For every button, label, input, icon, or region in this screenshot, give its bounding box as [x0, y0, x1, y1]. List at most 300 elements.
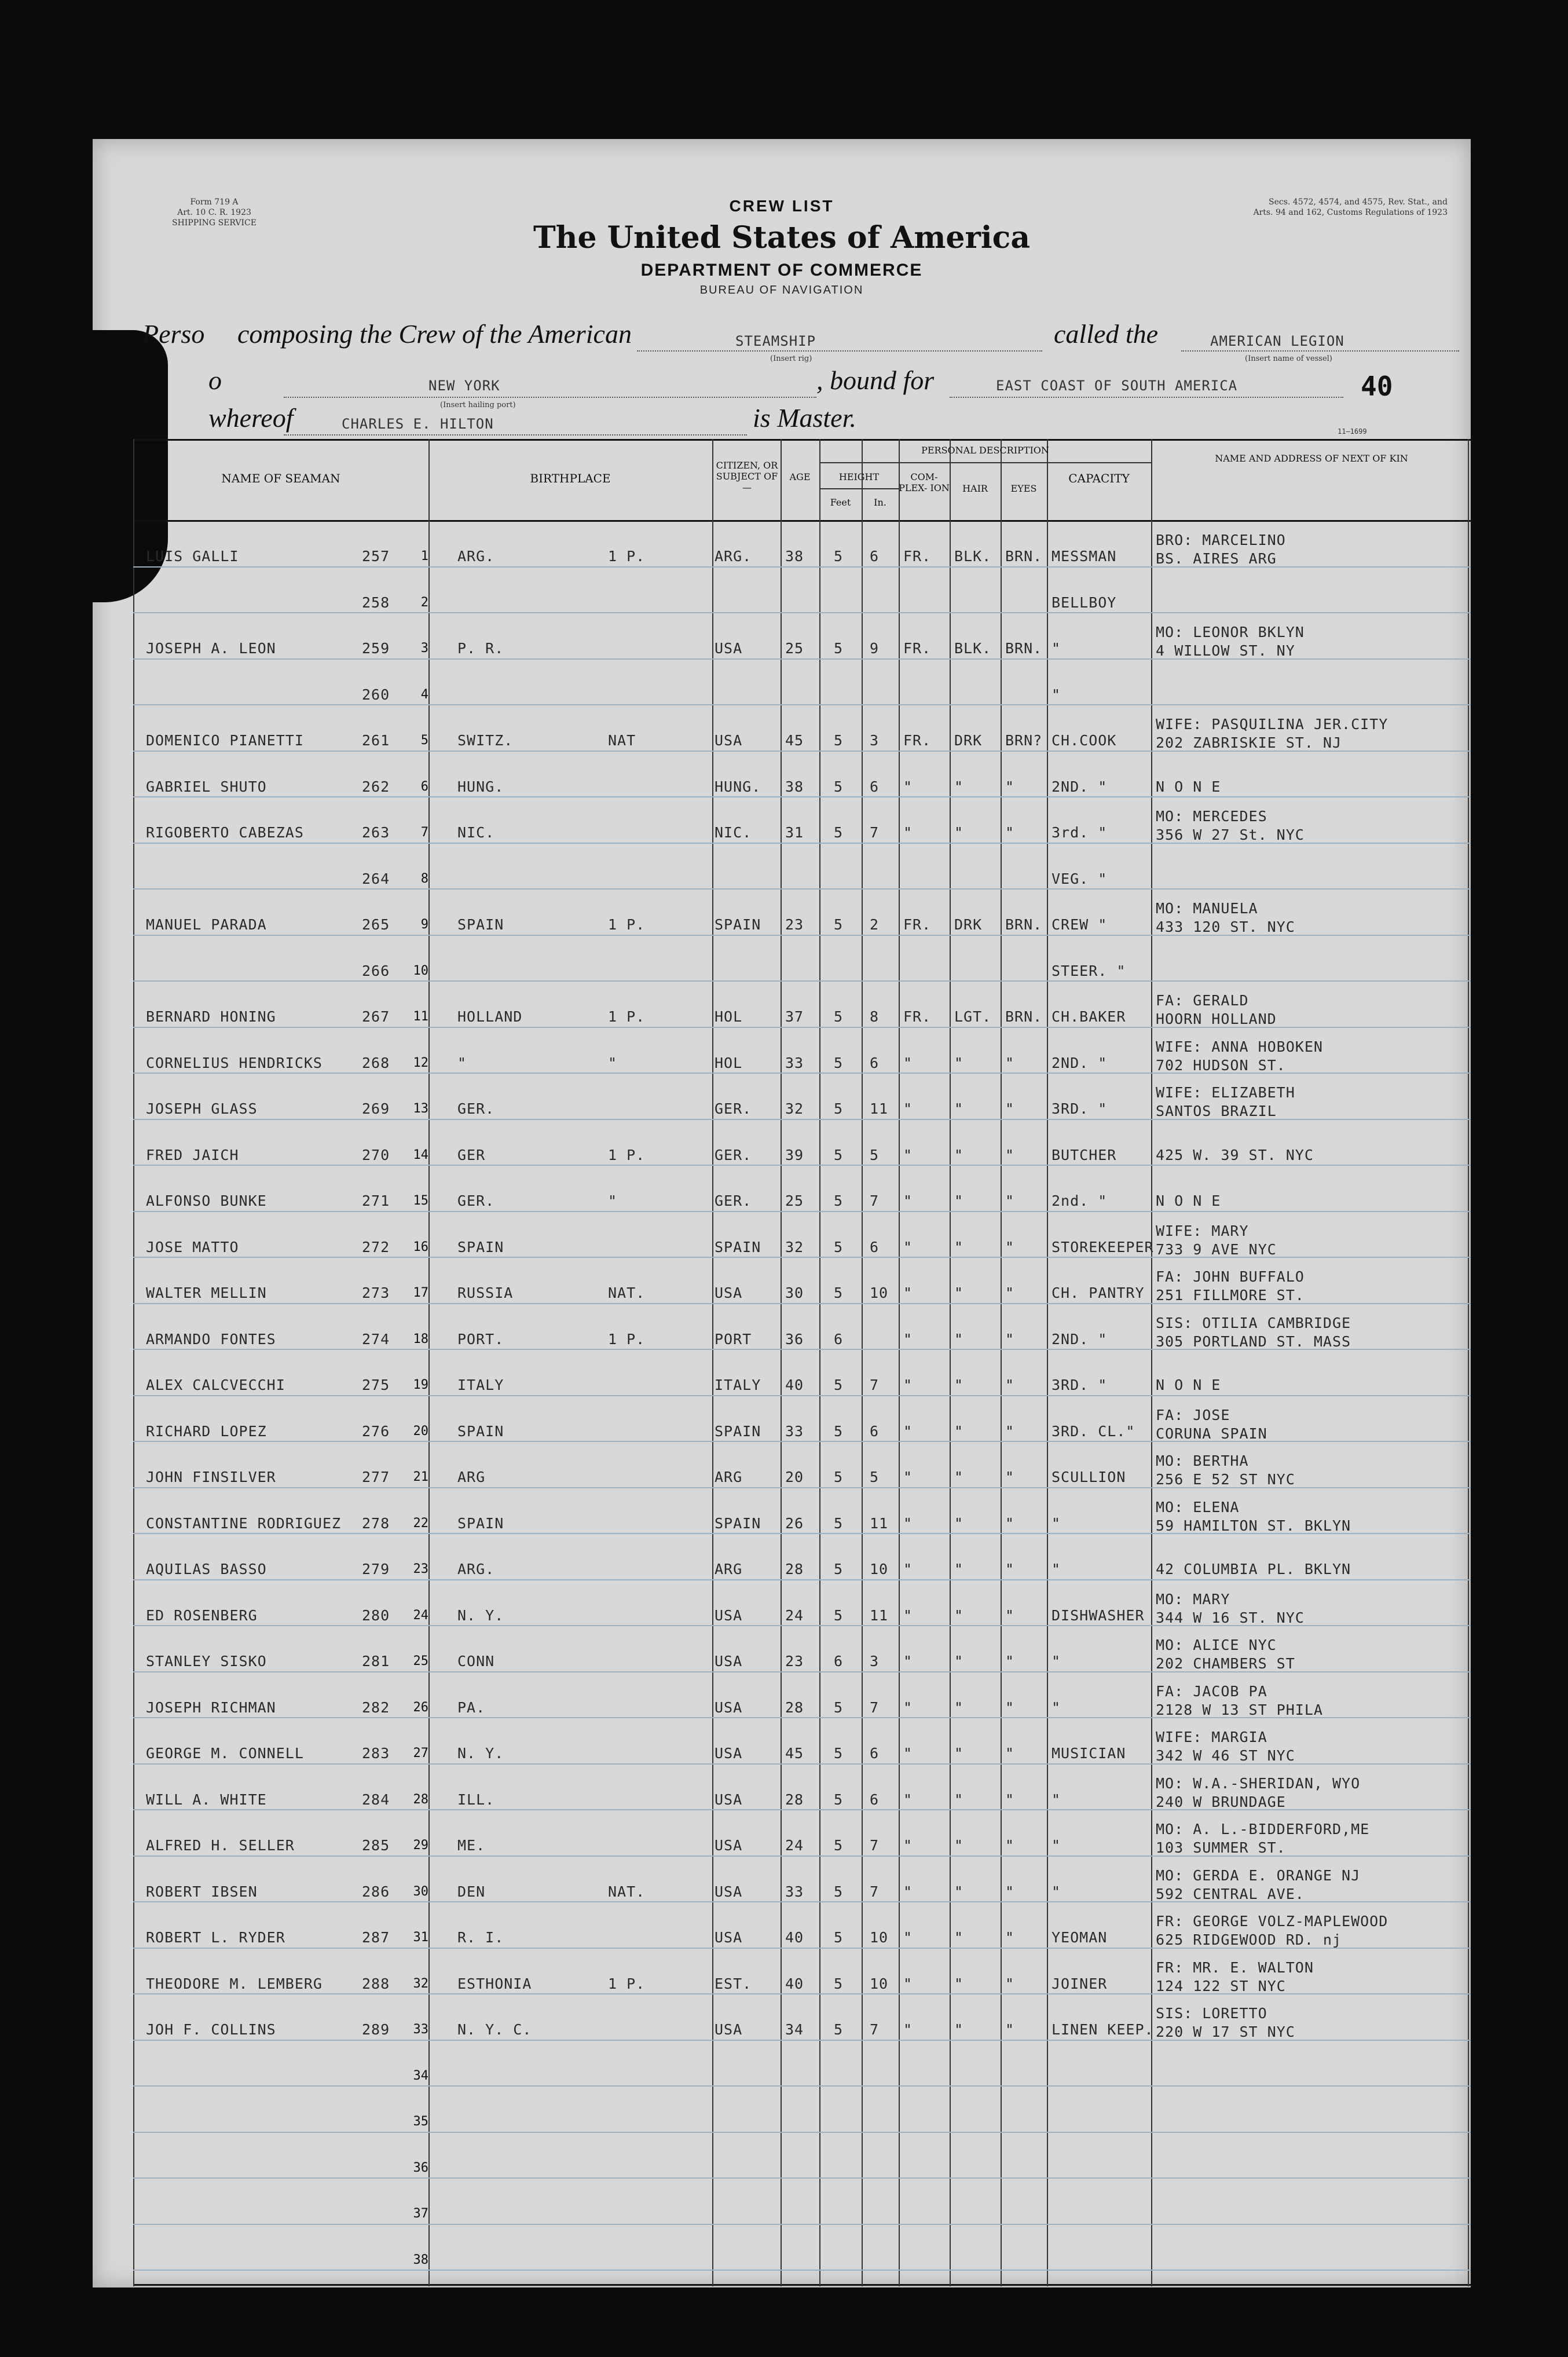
height-inches: 11 [870, 1100, 889, 1117]
birthplace: SPAIN [457, 1422, 504, 1440]
col-eyes: EYES [1010, 483, 1037, 494]
seaman-name: ROBERT IBSEN [146, 1883, 258, 1900]
age: 45 [785, 732, 804, 749]
next-of-kin-address: 433 120 ST. NYC [1156, 918, 1295, 935]
col-age: AGE [789, 471, 811, 482]
height-inches: 10 [870, 1284, 889, 1301]
eyes: BRN. [1005, 640, 1043, 657]
height-feet: 5 [834, 1422, 844, 1440]
row-number: 14 [413, 1147, 428, 1162]
row-number: 25 [413, 1654, 428, 1668]
crew-number: 261 [362, 732, 390, 749]
citizenship: SPAIN [715, 1238, 761, 1256]
citizenship: GER. [715, 1146, 752, 1163]
capacity: SCULLION [1052, 1469, 1126, 1485]
next-of-kin-name: 425 W. 39 ST. NYC [1156, 1146, 1314, 1163]
seaman-name: AQUILAS BASSO [146, 1561, 267, 1578]
age: 34 [785, 2021, 804, 2038]
capacity: " [1052, 1514, 1061, 1532]
next-of-kin-address: 103 SUMMER ST. [1156, 1839, 1286, 1856]
complexion: " [903, 1192, 913, 1209]
next-of-kin-address: 4 WILLOW ST. NY [1156, 642, 1295, 659]
crew-number: 259 [362, 640, 390, 657]
capacity: 2ND. " [1052, 1330, 1108, 1348]
height-feet: 5 [834, 916, 844, 933]
complexion: " [903, 1745, 913, 1762]
row-number: 21 [413, 1470, 428, 1484]
hair: DRK [954, 916, 983, 933]
row-number: 16 [413, 1239, 428, 1254]
row-divider [133, 796, 1471, 797]
citizenship: SPAIN [715, 1514, 761, 1532]
capacity: 3RD. " [1052, 1100, 1108, 1117]
next-of-kin-name: N O N E [1156, 1377, 1221, 1393]
next-of-kin-address: 356 W 27 St. NYC [1156, 826, 1305, 843]
row-number: 30 [413, 1884, 428, 1899]
age: 30 [785, 1284, 804, 1301]
birthplace: SPAIN [457, 916, 504, 933]
row-divider [133, 612, 1471, 613]
age: 40 [785, 1377, 804, 1393]
capacity: CH.COOK [1052, 732, 1117, 749]
hailing-port: NEW YORK [428, 378, 500, 394]
complexion: " [903, 1422, 913, 1440]
height-feet: 5 [834, 1975, 844, 1992]
row-divider [133, 2224, 1471, 2225]
capacity: 2ND. " [1052, 1054, 1108, 1071]
age: 25 [785, 640, 804, 657]
citizenship: SPAIN [715, 916, 761, 933]
eyes: " [1005, 1514, 1015, 1532]
row-number: 18 [413, 1331, 428, 1346]
crew-number: 283 [362, 1745, 390, 1762]
row-number: 12 [413, 1055, 428, 1070]
seaman-name: DOMENICO PIANETTI [146, 732, 304, 749]
complexion: " [903, 1929, 913, 1946]
complexion: FR. [903, 1008, 932, 1025]
complexion: " [903, 1238, 913, 1256]
height-inches: 6 [870, 1238, 880, 1256]
citizenship: HOL [715, 1008, 743, 1025]
capacity: " [1052, 1561, 1061, 1578]
height-feet: 5 [834, 1192, 844, 1209]
seaman-name: ALEX CALCVECCHI [146, 1377, 285, 1393]
row-divider [133, 1165, 1471, 1166]
complexion: " [903, 1330, 913, 1348]
birthplace: ITALY [457, 1377, 504, 1393]
row-number: 20 [413, 1423, 428, 1439]
next-of-kin-name: SIS: LORETTO [1156, 2005, 1267, 2022]
crew-number: 268 [362, 1054, 390, 1071]
age: 28 [785, 1699, 804, 1716]
birthplace-note: " [608, 1054, 618, 1071]
capacity: " [1052, 1653, 1061, 1670]
row-number: 6 [420, 779, 428, 794]
crew-number: 260 [362, 686, 390, 703]
birthplace: N. Y. [457, 1606, 504, 1624]
complexion: " [903, 1561, 913, 1578]
height-inches: 9 [870, 640, 880, 657]
crew-number: 269 [362, 1100, 390, 1117]
seaman-name: ARMANDO FONTES [146, 1330, 276, 1348]
next-of-kin-name: FA: GERALD [1156, 992, 1249, 1009]
complexion: " [903, 1699, 913, 1716]
capacity: LINEN KEEP. [1052, 2021, 1154, 2038]
row-number: 32 [413, 1976, 428, 1991]
age: 32 [785, 1238, 804, 1256]
hair: BLK. [954, 640, 992, 657]
citizenship: USA [715, 1929, 743, 1946]
next-of-kin-name: MO: GERDA E. ORANGE NJ [1156, 1866, 1361, 1884]
next-of-kin-address: 2128 W 13 ST PHILA [1156, 1701, 1323, 1718]
col-next-of-kin: NAME AND ADDRESS OF NEXT OF KIN [1215, 453, 1408, 464]
capacity: BELLBOY [1052, 594, 1117, 611]
row-number: 3 [420, 641, 428, 656]
row-number: 37 [413, 2206, 428, 2221]
seaman-name: CONSTANTINE RODRIGUEZ [146, 1514, 342, 1532]
complexion: " [903, 1469, 913, 1485]
birthplace-note: " [608, 1192, 618, 1209]
birthplace: GER [457, 1146, 486, 1163]
eyes: " [1005, 1146, 1015, 1163]
col-height: HEIGHT [838, 471, 880, 482]
height-feet: 5 [834, 1146, 844, 1163]
complexion: " [903, 1377, 913, 1393]
eyes: " [1005, 1653, 1015, 1670]
crew-number: 274 [362, 1330, 390, 1348]
seaman-name: RICHARD LOPEZ [146, 1422, 267, 1440]
complexion: " [903, 1100, 913, 1117]
next-of-kin-name: MO: ELENA [1156, 1498, 1240, 1516]
next-of-kin-name: MO: BERTHA [1156, 1452, 1249, 1469]
vessel-name: AMERICAN LEGION [1210, 333, 1344, 349]
birthplace: ILL. [457, 1791, 495, 1808]
row-number: 31 [413, 1930, 428, 1945]
birthplace: GER. [457, 1192, 495, 1209]
age: 37 [785, 1008, 804, 1025]
crew-number: 276 [362, 1422, 390, 1440]
capacity: " [1052, 686, 1061, 703]
complexion: " [903, 1146, 913, 1163]
birthplace: N. Y. [457, 1745, 504, 1762]
height-feet: 5 [834, 1469, 844, 1485]
eyes: " [1005, 1054, 1015, 1071]
complexion: " [903, 2021, 913, 2038]
capacity: " [1052, 1699, 1061, 1716]
hair: " [954, 2021, 964, 2038]
eyes: " [1005, 1791, 1015, 1808]
citizenship: USA [715, 1883, 743, 1900]
complexion: " [903, 1837, 913, 1854]
citizenship: USA [715, 1791, 743, 1808]
age: 25 [785, 1192, 804, 1209]
height-inches: 11 [870, 1606, 889, 1624]
hair: " [954, 778, 964, 795]
next-of-kin-address: CORUNA SPAIN [1156, 1425, 1267, 1442]
birthplace-note: NAT. [608, 1883, 646, 1900]
next-of-kin-address: 702 HUDSON ST. [1156, 1056, 1286, 1074]
crew-number: 270 [362, 1146, 390, 1163]
crew-number: 288 [362, 1975, 390, 1992]
rig-value: STEAMSHIP [735, 333, 816, 349]
row-number: 36 [413, 2160, 428, 2175]
height-feet: 5 [834, 2021, 844, 2038]
called-the: called the [1054, 319, 1159, 349]
height-inches: 6 [870, 548, 880, 565]
next-of-kin-name: MO: MERCEDES [1156, 808, 1267, 825]
birthplace: N. Y. C. [457, 2021, 532, 2038]
hair: " [954, 1929, 964, 1946]
row-number: 7 [420, 825, 428, 840]
crew-number: 289 [362, 2021, 390, 2038]
crew-number: 281 [362, 1653, 390, 1670]
col-capacity: CAPACITY [1068, 471, 1130, 485]
row-number: 24 [413, 1608, 428, 1623]
row-number: 4 [420, 687, 428, 702]
birthplace: HUNG. [457, 778, 504, 795]
seaman-name: THEODORE M. LEMBERG [146, 1975, 323, 1992]
next-of-kin-name: FR: GEORGE VOLZ-MAPLEWOOD [1156, 1913, 1389, 1930]
eyes: " [1005, 1745, 1015, 1762]
row-divider [133, 2132, 1471, 2133]
col-hair: HAIR [962, 483, 988, 494]
eyes: " [1005, 1377, 1015, 1393]
hair: " [954, 1745, 964, 1762]
age: 23 [785, 1653, 804, 1670]
height-feet: 5 [834, 1377, 844, 1393]
col-complexion: COM- PLEX- ION [899, 471, 950, 493]
capacity: JOINER [1052, 1975, 1108, 1992]
seaman-name: GABRIEL SHUTO [146, 778, 267, 795]
height-feet: 5 [834, 1883, 844, 1900]
height-feet: 5 [834, 824, 844, 841]
complexion: " [903, 1883, 913, 1900]
birthplace: ME. [457, 1837, 486, 1854]
seaman-name: ALFONSO BUNKE [146, 1192, 267, 1209]
row-number: 8 [420, 871, 428, 886]
row-number: 22 [413, 1516, 428, 1531]
height-feet: 5 [834, 640, 844, 657]
hair: " [954, 1791, 964, 1808]
citizenship: HOL [715, 1054, 743, 1071]
seaman-name: WALTER MELLIN [146, 1284, 267, 1301]
birthplace: R. I. [457, 1929, 504, 1946]
of-prefix: o [208, 365, 222, 395]
height-inches: 6 [870, 1745, 880, 1762]
citizenship: USA [715, 1837, 743, 1854]
capacity: MESSMAN [1052, 548, 1117, 565]
next-of-kin-name: N O N E [1156, 1192, 1221, 1209]
next-of-kin-address: 124 122 ST NYC [1156, 1977, 1286, 1994]
row-number: 15 [413, 1194, 428, 1208]
birthplace: DEN [457, 1883, 486, 1900]
crew-number: 277 [362, 1469, 390, 1485]
seaman-name: JOSEPH A. LEON [146, 640, 276, 657]
col-name: NAME OF SEAMAN [221, 471, 340, 485]
crew-table [133, 439, 1471, 2286]
hair: " [954, 1192, 964, 1209]
country-title: The United States of America [533, 220, 1031, 255]
birthplace: PA. [457, 1699, 486, 1716]
document-page [93, 139, 1471, 2288]
seaman-name: FRED JAICH [146, 1146, 239, 1163]
port-caption: (Insert hailing port) [440, 401, 516, 409]
page-number: 40 [1361, 371, 1393, 402]
age: 24 [785, 1606, 804, 1624]
next-of-kin-name: WIFE: ANNA HOBOKEN [1156, 1038, 1323, 1055]
capacity: CREW " [1052, 916, 1108, 933]
capacity: 3rd. " [1052, 824, 1108, 841]
complexion: " [903, 778, 913, 795]
crew-number: 273 [362, 1284, 390, 1301]
age: 38 [785, 548, 804, 565]
capacity: CH.BAKER [1052, 1008, 1126, 1025]
seaman-name: MANUEL PARADA [146, 916, 267, 933]
age: 40 [785, 1929, 804, 1946]
height-inches: 7 [870, 1699, 880, 1716]
height-feet: 5 [834, 1699, 844, 1716]
height-feet: 5 [834, 1791, 844, 1808]
crew-number: 264 [362, 870, 390, 887]
crew-number: 284 [362, 1791, 390, 1808]
capacity: YEOMAN [1052, 1929, 1108, 1946]
seaman-name: ROBERT L. RYDER [146, 1929, 285, 1946]
master-name: CHARLES E. HILTON [342, 416, 494, 432]
crew-number: 257 [362, 548, 390, 565]
capacity: BUTCHER [1052, 1146, 1117, 1163]
row-number: 34 [413, 2068, 428, 2083]
seaman-name: BERNARD HONING [146, 1008, 276, 1025]
row-number: 11 [413, 1009, 428, 1024]
hair: " [954, 1238, 964, 1256]
row-number: 23 [413, 1562, 428, 1576]
height-inches: 6 [870, 1791, 880, 1808]
next-of-kin-address: 59 HAMILTON ST. BKLYN [1156, 1517, 1351, 1534]
complexion: FR. [903, 548, 932, 565]
age: 40 [785, 1975, 804, 1992]
birthplace: SPAIN [457, 1514, 504, 1532]
age: 23 [785, 916, 804, 933]
citizenship: USA [715, 732, 743, 749]
next-of-kin-name: WIFE: ELIZABETH [1156, 1084, 1295, 1101]
complexion: " [903, 1606, 913, 1624]
birthplace-note: 1 P. [608, 1008, 646, 1025]
citizenship: USA [715, 640, 743, 657]
complexion: " [903, 1514, 913, 1532]
hair: DRK [954, 732, 983, 749]
next-of-kin-name: SIS: OTILIA CAMBRIDGE [1156, 1314, 1351, 1331]
capacity: 2ND. " [1052, 778, 1108, 795]
hair: " [954, 1561, 964, 1578]
birthplace: RUSSIA [457, 1284, 514, 1301]
form-identifier: Form 719 A Art. 10 C. R. 1923 SHIPPING SERVICE [171, 197, 257, 228]
next-of-kin-address: 305 PORTLAND ST. MASS [1156, 1333, 1351, 1350]
height-inches: 10 [870, 1929, 889, 1946]
col-inches: In. [874, 497, 886, 508]
eyes: " [1005, 1330, 1015, 1348]
height-inches: 5 [870, 1469, 880, 1485]
crew-number: 265 [362, 916, 390, 933]
next-of-kin-address: 733 9 AVE NYC [1156, 1240, 1277, 1258]
eyes: BRN. [1005, 1008, 1043, 1025]
seaman-name: JOSEPH GLASS [146, 1100, 258, 1117]
height-inches: 7 [870, 2021, 880, 2038]
crew-number: 271 [362, 1192, 390, 1209]
is-master: is Master. [753, 403, 856, 433]
birthplace: HOLLAND [457, 1008, 523, 1025]
capacity: STOREKEEPER [1052, 1238, 1154, 1256]
hair: " [954, 1284, 964, 1301]
hair: " [954, 1100, 964, 1117]
seaman-name: RIGOBERTO CABEZAS [146, 824, 304, 841]
next-of-kin-name: 42 COLUMBIA PL. BKLYN [1156, 1561, 1351, 1578]
next-of-kin-address: 220 W 17 ST NYC [1156, 2023, 1295, 2040]
height-inches: 6 [870, 1422, 880, 1440]
age: 31 [785, 824, 804, 841]
crew-number: 267 [362, 1008, 390, 1025]
eyes: " [1005, 1975, 1015, 1992]
height-feet: 5 [834, 1561, 844, 1578]
next-of-kin-address: BS. AIRES ARG [1156, 550, 1277, 567]
citizenship: USA [715, 1745, 743, 1762]
seaman-name: LUIS GALLI [146, 548, 239, 565]
birthplace: ESTHONIA [457, 1975, 532, 1992]
row-divider [133, 1395, 1471, 1396]
seaman-name: JOSEPH RICHMAN [146, 1699, 276, 1716]
birthplace-note: 1 P. [608, 1975, 646, 1992]
eyes: " [1005, 778, 1015, 795]
seaman-name: ED ROSENBERG [146, 1606, 258, 1624]
complexion: " [903, 1975, 913, 1992]
height-inches: 7 [870, 1192, 880, 1209]
next-of-kin-name: MO: LEONOR BKLYN [1156, 624, 1305, 641]
complexion: " [903, 1284, 913, 1301]
seaman-name: JOSE MATTO [146, 1238, 239, 1256]
capacity: VEG. " [1052, 870, 1108, 887]
next-of-kin-name: FA: JACOB PA [1156, 1682, 1267, 1700]
age: 20 [785, 1469, 804, 1485]
birthplace: PORT. [457, 1330, 504, 1348]
complexion: FR. [903, 640, 932, 657]
complexion: " [903, 1653, 913, 1670]
row-number: 26 [413, 1700, 428, 1715]
height-feet: 5 [834, 1745, 844, 1762]
citizenship: EST. [715, 1975, 752, 1992]
col-personal-description: PERSONAL DESCRIPTION [921, 445, 1049, 456]
age: 24 [785, 1837, 804, 1854]
persons-prefix: Perso [142, 319, 205, 349]
age: 33 [785, 1422, 804, 1440]
row-number: 2 [420, 595, 428, 610]
row-number: 19 [413, 1378, 428, 1392]
row-divider [133, 2085, 1471, 2087]
hair: " [954, 1422, 964, 1440]
row-number: 27 [413, 1746, 428, 1761]
next-of-kin-name: WIFE: MARY [1156, 1222, 1249, 1239]
crew-list-title: CREW LIST [729, 197, 834, 215]
height-feet: 5 [834, 1514, 844, 1532]
eyes: " [1005, 1284, 1015, 1301]
citizenship: SPAIN [715, 1422, 761, 1440]
next-of-kin-address: 240 W BRUNDAGE [1156, 1793, 1286, 1810]
citizenship: ITALY [715, 1377, 761, 1393]
row-number: 9 [420, 917, 428, 932]
crew-number: 286 [362, 1883, 390, 1900]
col-feet: Feet [830, 497, 851, 508]
crew-number: 279 [362, 1561, 390, 1578]
eyes: " [1005, 1561, 1015, 1578]
row-divider [133, 1441, 1471, 1442]
